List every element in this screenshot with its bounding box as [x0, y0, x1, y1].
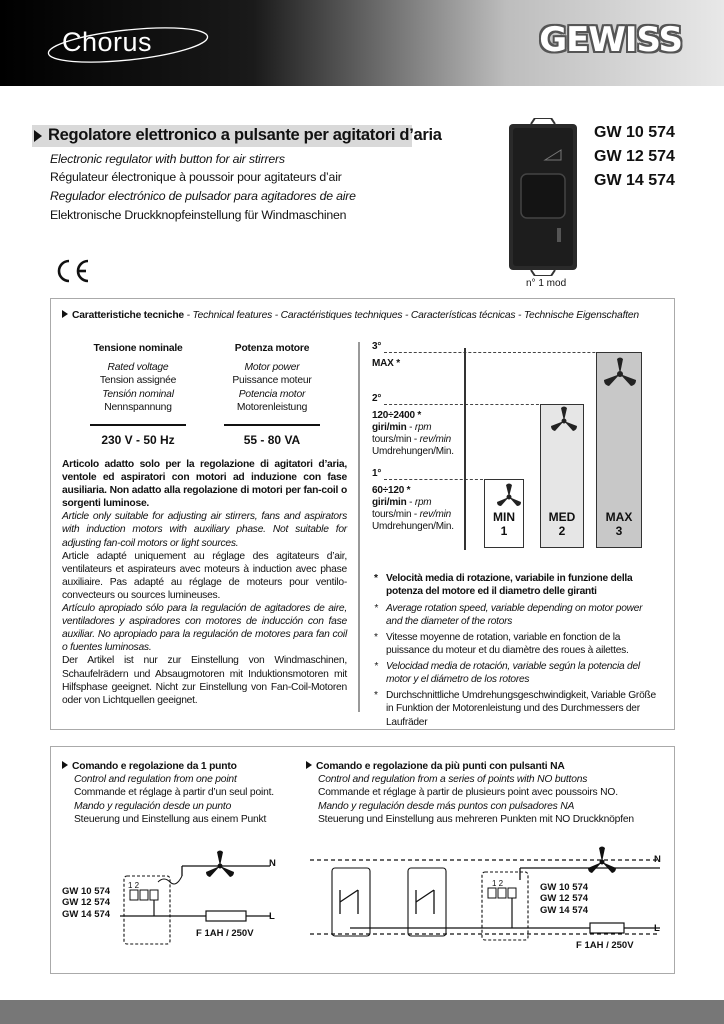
diagram2-codes: [540, 882, 588, 916]
vertical-divider: [358, 342, 360, 712]
power-column: [222, 342, 322, 414]
power-es: Potencia motor: [238, 388, 306, 400]
note-fr: [374, 631, 660, 658]
neutral-label: N: [269, 858, 276, 869]
chorus-logo-text: Chorus: [62, 27, 153, 57]
level-3: 3°: [372, 341, 382, 352]
product-title-bar: [32, 125, 442, 147]
rev-label: rev/min: [419, 434, 452, 445]
wiring2-en: Control and regulation from a series of points with NO buttons: [318, 774, 588, 786]
wiring1-fr: Commande et réglage à partir d’un seul point.: [74, 787, 274, 799]
description-en: Article only suitable for adjusting air stirrers, fans and aspirators with induction motors with auxiliary phase. Not suitable for adjusting fan-coil motors or light sources.: [62, 511, 347, 549]
description-es: Artículo apropiado sólo para la regulación de agitadores de aire, ventiladores y aspiradores con motores de inducción con fase auxiliar. No apropiado para la regulación de motores para fan coil o fuentes luminosas.: [62, 603, 347, 654]
note-text: Velocità media di rotazione, variabile in funzione della potenza del motore ed il diametro delle giranti: [386, 573, 633, 598]
wiring1-en: Control and regulation from one point: [74, 774, 237, 786]
product-image: [505, 118, 581, 276]
umd-label: Umdrehungen/Min.: [372, 446, 454, 457]
line-label: L: [269, 911, 275, 922]
level-1: 1°: [372, 468, 382, 479]
level-2-rpm: 120÷2400 *: [372, 410, 422, 421]
arrow-right-icon: [34, 130, 42, 142]
voltage-value: 230 V - 50 Hz: [101, 433, 175, 447]
chorus-logo: [46, 20, 216, 70]
power-value: 55 - 80 VA: [243, 433, 301, 447]
bar-number: 2: [558, 524, 566, 538]
tours-label: tours/min -: [372, 509, 420, 520]
voltage-column: [88, 342, 188, 414]
note-star: *: [374, 632, 378, 643]
level-1-info: [372, 485, 454, 533]
bar-number: 3: [615, 524, 623, 538]
wiring2-de: Steuerung und Einstellung aus mehreren Punkten mit NO Druckknöpfen: [318, 813, 634, 825]
wiring1-es: Mando y regulación desde un punto: [74, 800, 232, 812]
terminal-label: 1 2: [128, 881, 140, 890]
level-2: 2°: [372, 393, 382, 404]
line-label: L: [654, 923, 660, 934]
voltage-es: Tensión nominal: [102, 388, 174, 400]
wiring1-text: [62, 760, 274, 826]
note-text: Durchschnittliche Umdrehungsgeschwindigkeit, Variable Größe in Funktion der Motorenleistung und des Durchmessers der Laufräder: [386, 690, 656, 728]
wiring1-de: Steuerung und Einstellung aus einem Punkt: [74, 813, 267, 825]
description: [62, 458, 347, 707]
separator: -: [406, 497, 415, 508]
features-heading-it: Caratteristiche tecniche: [72, 310, 184, 321]
wiring2-it: Comando e regolazione da più punti con pulsanti NA: [316, 761, 565, 772]
divider: [90, 424, 186, 426]
product-code: GW 12 574: [594, 148, 675, 165]
note-star: *: [374, 690, 378, 701]
note-text: Velocidad media de rotación, variable según la potencia del motor y el diámetro de los rotores: [386, 661, 640, 686]
note-star: *: [374, 661, 378, 672]
bar-label: MIN: [493, 510, 515, 524]
wiring1-it: Comando e regolazione da 1 punto: [72, 761, 237, 772]
bar-label-min: [484, 510, 524, 538]
rpm-label: rpm: [414, 422, 432, 433]
power-en: Motor power: [244, 362, 300, 374]
title-de: Elektronische Druckknopfeinstellung für Windmaschinen: [50, 208, 347, 222]
bar-label: MAX: [605, 510, 633, 524]
description-it: Articolo adatto solo per la regolazione di agitatori d’aria, ventole ed aspiratori con motori ad induzione con fase ausiliaria. Non adatto alla regolazione di motori per fan-coil o sorgenti luminose.: [62, 459, 347, 510]
giri-label: giri/min: [372, 422, 407, 433]
voltage-fr: Tension assignée: [99, 375, 177, 387]
arrow-right-icon: [306, 761, 312, 769]
giri-label: giri/min: [372, 497, 407, 508]
wiring2-text: [306, 760, 634, 826]
wiring-diagram-2: [310, 838, 666, 950]
note-text: Average rotation speed, variable depending on motor power and the diameter of the rotors: [386, 603, 643, 628]
gewiss-logo: [539, 20, 682, 68]
chart-axis: [464, 348, 466, 550]
terminal-label: 1 2: [492, 879, 504, 888]
separator: -: [406, 422, 415, 433]
title-fr: Régulateur électronique à poussoir pour agitateurs d’air: [50, 170, 342, 184]
voltage-label: Tensione nominale: [93, 343, 183, 354]
fuse-label: F 1AH / 250V: [196, 928, 254, 939]
diagram-code: GW 10 574: [62, 886, 111, 897]
rev-label: rev/min: [419, 509, 452, 520]
note-en: [374, 602, 660, 629]
fan-icon: [598, 356, 642, 392]
bar-label-max: [596, 510, 642, 538]
bar-number: 1: [500, 524, 508, 538]
level-1-rpm: 60÷120 *: [372, 485, 411, 496]
power-label: Potenza motore: [234, 343, 310, 354]
fan-icon: [546, 404, 582, 438]
level-2-info: [372, 410, 454, 458]
power-fr: Puissance moteur: [232, 375, 312, 387]
dashed-line: [384, 479, 488, 480]
note-star: *: [374, 603, 378, 614]
tours-label: tours/min -: [372, 434, 420, 445]
product-code: GW 14 574: [594, 172, 675, 189]
level-3-max: MAX *: [372, 358, 400, 369]
diagram-code: GW 14 574: [540, 904, 589, 916]
module-size: n° 1 mod: [526, 278, 567, 289]
power-de: Motorenleistung: [236, 401, 308, 413]
voltage-en: Rated voltage: [107, 362, 169, 374]
diagram1-codes: [62, 886, 110, 920]
wiring2-fr: Commande et réglage à partir de plusieurs point avec poussoirs NO.: [318, 787, 618, 799]
note-es: [374, 660, 660, 687]
description-fr: Article adapté uniquement au réglage des agitateurs d’air, ventilateurs et aspirateurs avec moteurs à induction avec phase auxiliaire. Pas adapté au réglage de moteurs pour ventilo-convecteurs ou sources lumineuses.: [62, 550, 347, 601]
voltage-de: Nennspannung: [104, 401, 172, 413]
fan-icon: [492, 482, 526, 512]
diagram-code: GW 12 574: [62, 897, 111, 909]
footer-band: [0, 1000, 724, 1024]
features-heading: [62, 310, 639, 321]
title-es: Regulador electrónico de pulsador para agitadores de aire: [50, 189, 356, 203]
diagram-code: GW 14 574: [62, 908, 111, 920]
ce-mark: [52, 258, 92, 284]
note-text: Vitesse moyenne de rotation, variable en fonction de la puissance du moteur et du diamètre des roues à ailettes.: [386, 632, 629, 657]
features-heading-rest: - Technical features - Caractéristiques techniques - Características técnicas - Technische Eigenschaften: [183, 310, 639, 321]
note-de: [374, 689, 660, 729]
arrow-right-icon: [62, 310, 68, 318]
fuse-label: F 1AH / 250V: [576, 940, 634, 951]
divider: [224, 424, 320, 426]
description-de: Der Artikel ist nur zur Einstellung von Windmaschinen, Schaufelrädern und Absaugmotoren mit Induktionsmotoren mit Hilfsphase geeignet. Nicht zur Einstellung von Fan-Coil-Motoren oder von Lichtquellen geeignet.: [62, 655, 347, 706]
neutral-label: N: [654, 854, 661, 865]
rpm-label: rpm: [414, 497, 432, 508]
wiring2-es: Mando y regulación desde más puntos con pulsadores NA: [318, 800, 575, 812]
product-code: GW 10 574: [594, 124, 675, 141]
product-title: Regolatore elettronico a pulsante per agitatori d’aria: [48, 126, 442, 144]
note-star: *: [374, 573, 378, 584]
bar-label: MED: [548, 510, 576, 524]
gewiss-logo-text: GEWISS: [539, 20, 682, 60]
note-it: [374, 572, 660, 599]
arrow-right-icon: [62, 761, 68, 769]
diagram-code: GW 12 574: [540, 893, 589, 905]
title-en: Electronic regulator with button for air stirrers: [50, 152, 285, 166]
diagram-code: GW 10 574: [540, 882, 589, 893]
umd-label: Umdrehungen/Min.: [372, 521, 454, 532]
bar-label-med: [540, 510, 584, 538]
